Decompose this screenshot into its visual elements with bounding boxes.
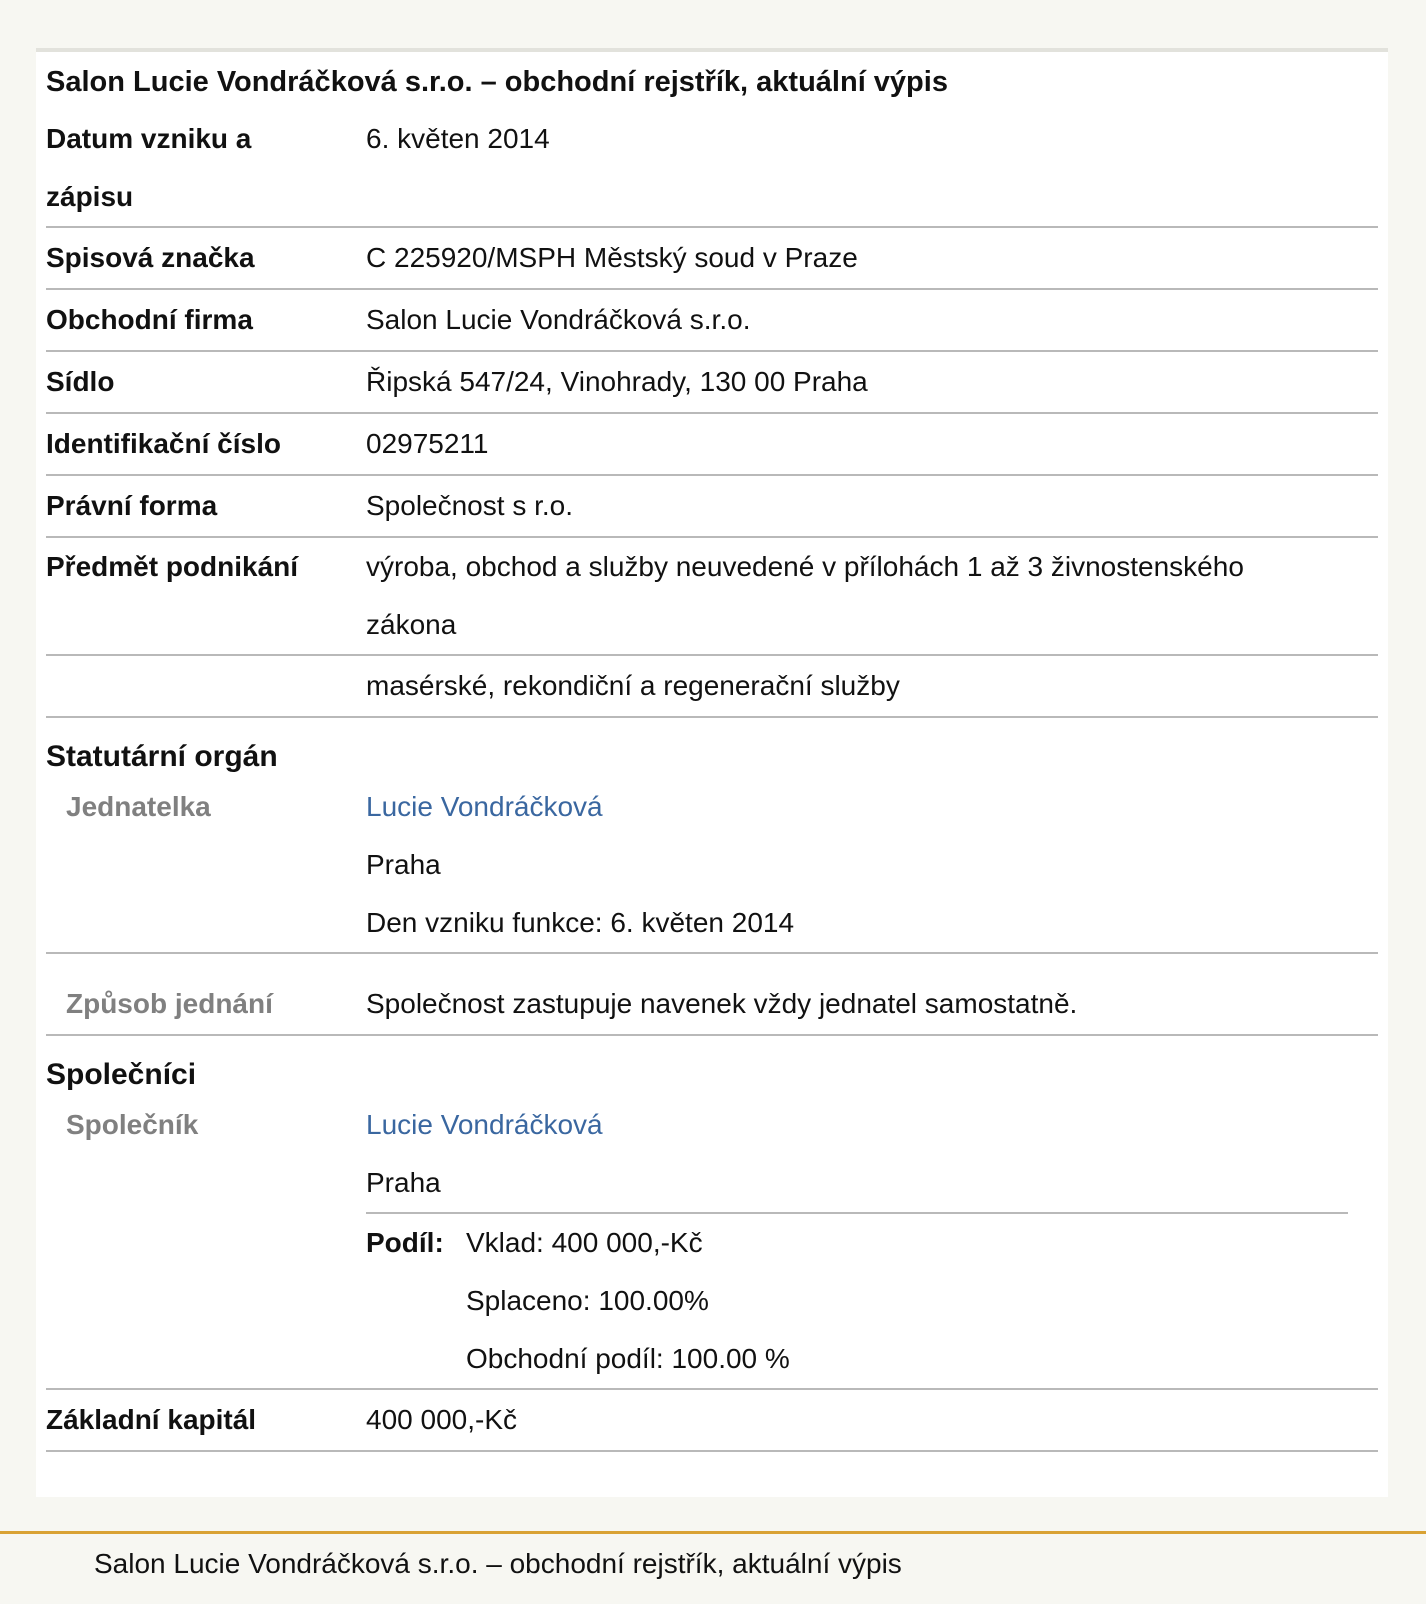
share-values xyxy=(466,1214,790,1388)
share-splaceno: Splaceno: 100.00% xyxy=(466,1285,709,1316)
person-city: Praha xyxy=(366,849,441,880)
row-identifikacni-cislo xyxy=(46,414,1378,476)
row-spolecnik xyxy=(46,1096,1378,1390)
share-label: Podíl: xyxy=(366,1227,444,1258)
row-value: Společnost s r.o. xyxy=(366,490,574,521)
row-spisova-znacka xyxy=(46,228,1378,290)
row-label: Jednatelka xyxy=(66,791,211,822)
row-jednatelka xyxy=(46,778,1378,954)
section-heading-spolecnici: Společníci xyxy=(46,1058,197,1091)
row-value: Řipská 547/24, Vinohrady, 130 00 Praha xyxy=(366,366,868,397)
row-label: Předmět podnikání xyxy=(46,551,299,582)
row-value: masérské, rekondiční a regenerační služby xyxy=(366,670,900,701)
row-label: Sídlo xyxy=(46,366,115,397)
person-link[interactable]: Lucie Vondráčková xyxy=(366,791,603,822)
row-label xyxy=(46,110,366,226)
footer-divider xyxy=(0,1531,1426,1534)
row-value: Salon Lucie Vondráčková s.r.o. xyxy=(366,304,751,335)
row-datum-vzniku xyxy=(46,110,1378,228)
row-label: Základní kapitál xyxy=(46,1404,257,1435)
row-label: Společník xyxy=(66,1109,199,1140)
person-link[interactable]: Lucie Vondráčková xyxy=(366,1109,603,1140)
row-value: 400 000,-Kč xyxy=(366,1404,517,1435)
row-label: Spisová značka xyxy=(46,242,255,273)
label-line: Datum vzniku a xyxy=(46,123,252,154)
row-label: Obchodní firma xyxy=(46,304,253,335)
row-predmet-podnikani xyxy=(46,538,1378,656)
person-city: Praha xyxy=(366,1167,441,1198)
register-extract-card xyxy=(36,48,1388,1497)
page-title: Salon Lucie Vondráčková s.r.o. – obchodní rejstřík, aktuální výpis xyxy=(46,66,948,98)
row-value xyxy=(366,1096,1378,1388)
row-predmet-podnikani-2 xyxy=(46,656,1378,718)
row-pravni-forma xyxy=(46,476,1378,538)
row-obchodni-firma xyxy=(46,290,1378,352)
value-line: zákona xyxy=(366,609,457,640)
row-value: 02975211 xyxy=(366,428,489,459)
row-value xyxy=(366,778,1378,952)
function-since: Den vzniku funkce: 6. květen 2014 xyxy=(366,907,795,938)
row-label: Právní forma xyxy=(46,490,218,521)
footer-title: Salon Lucie Vondráčková s.r.o. – obchodní rejstřík, aktuální výpis xyxy=(94,1548,902,1579)
row-label: Způsob jednání xyxy=(66,988,273,1019)
row-sidlo xyxy=(46,352,1378,414)
value-line: výroba, obchod a služby neuvedené v přílohách 1 až 3 živnostenského xyxy=(366,551,1244,582)
row-value xyxy=(366,538,1378,654)
row-value: 6. květen 2014 xyxy=(366,123,550,154)
row-zpusob-jednani xyxy=(46,954,1378,1036)
label-line: zápisu xyxy=(46,181,134,212)
register-extract-content xyxy=(46,52,1378,1452)
row-zakladni-kapital xyxy=(46,1390,1378,1452)
row-value: C 225920/MSPH Městský soud v Praze xyxy=(366,242,858,273)
section-heading-statutarni: Statutární orgán xyxy=(46,740,278,773)
row-value: Společnost zastupuje navenek vždy jednatel samostatně. xyxy=(366,988,1078,1019)
share-block xyxy=(366,1212,1348,1388)
row-label: Identifikační číslo xyxy=(46,428,281,459)
row-label-empty xyxy=(46,656,366,716)
share-obchodni-podil: Obchodní podíl: 100.00 % xyxy=(466,1343,790,1374)
share-vklad: Vklad: 400 000,-Kč xyxy=(466,1227,703,1258)
